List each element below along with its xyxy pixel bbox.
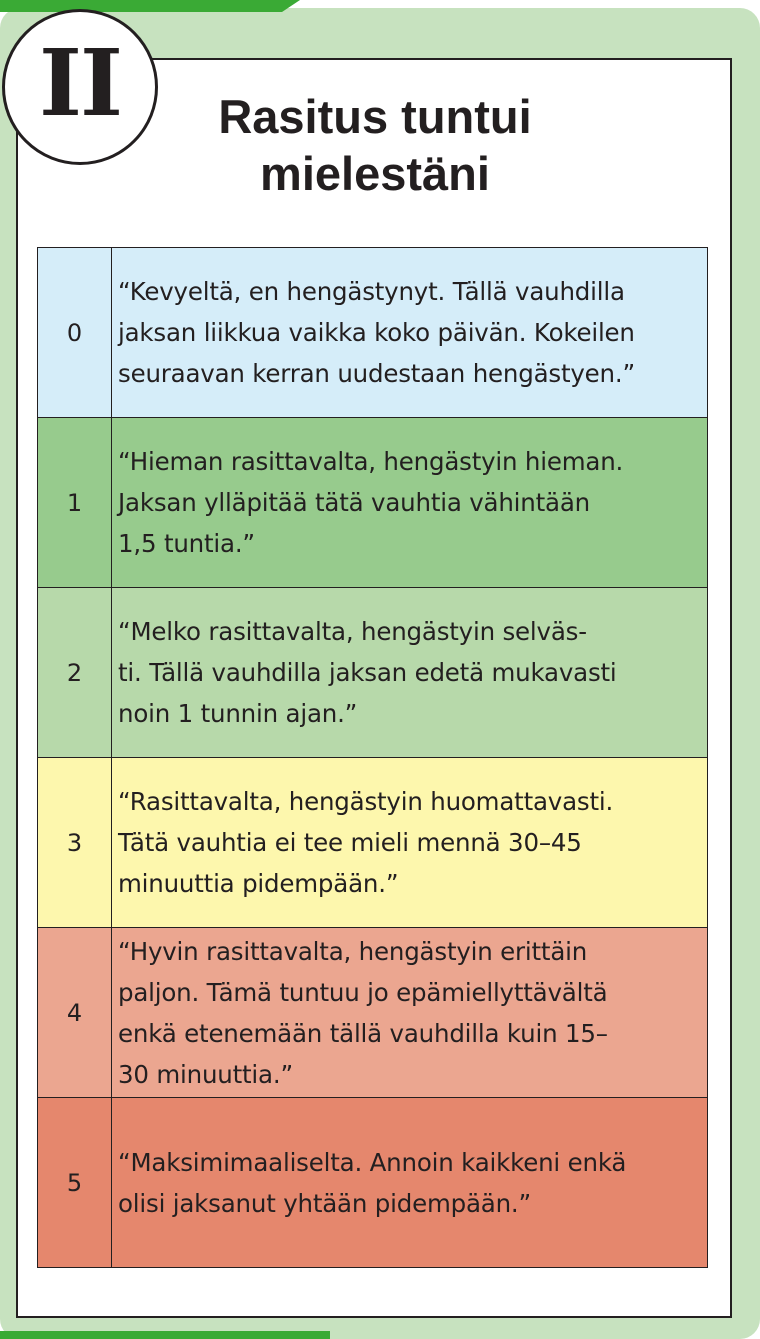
scale-description <box>112 758 708 928</box>
section-badge <box>2 9 158 165</box>
scale-level: 2 <box>38 588 112 758</box>
description-line: Jaksan ylläpitää tätä vauhtia vähintään <box>118 488 590 517</box>
description-line: “Melko rasittavalta, hengästyin selväs- <box>118 617 587 646</box>
description-line: minuuttia pidempään.” <box>118 869 399 898</box>
scale-description <box>112 1098 708 1268</box>
scale-row-2 <box>38 588 708 758</box>
scale-level: 3 <box>38 758 112 928</box>
title-line-2: mielestäni <box>260 147 490 200</box>
bottom-accent-strip <box>0 1331 330 1339</box>
title-line-1: Rasitus tuntui <box>218 90 532 143</box>
scale-row-3 <box>38 758 708 928</box>
description-line: paljon. Tämä tuntuu jo epämiellyttävältä <box>118 977 608 1007</box>
description-line: enkä etenemään tällä vauhdilla kuin 15– <box>118 1018 608 1048</box>
scale-description <box>112 248 708 418</box>
scale-row-5 <box>38 1098 708 1268</box>
exertion-scale-table <box>37 247 708 1268</box>
description-line: 30 minuuttia.” <box>118 1059 293 1089</box>
description-line: “Hyvin rasittavalta, hengästyin erittäin <box>118 936 588 966</box>
scale-row-1 <box>38 418 708 588</box>
page-title <box>170 88 580 202</box>
description-line: “Hieman rasittavalta, hengästyin hieman. <box>118 447 624 476</box>
description-line: “Rasittavalta, hengästyin huomattavasti. <box>118 787 614 816</box>
scale-row-0 <box>38 248 708 418</box>
description-line: jaksan liikkua vaikka koko päivän. Kokeilen <box>118 318 635 347</box>
top-accent-strip <box>0 0 300 12</box>
description-line: noin 1 tunnin ajan.” <box>118 699 358 728</box>
description-line: seuraavan kerran uudestaan hengästyen.” <box>118 359 635 388</box>
scale-description <box>112 588 708 758</box>
description-line: “Maksimimaaliselta. Annoin kaikkeni enkä <box>118 1147 627 1177</box>
scale-level: 0 <box>38 248 112 418</box>
scale-level: 5 <box>38 1098 112 1268</box>
scale-description <box>112 928 708 1098</box>
section-numeral: II <box>38 29 122 137</box>
description-line: 1,5 tuntia.” <box>118 529 255 558</box>
scale-level: 1 <box>38 418 112 588</box>
scale-level: 4 <box>38 928 112 1098</box>
description-line: Tätä vauhtia ei tee mieli mennä 30–45 <box>118 828 582 857</box>
scale-description <box>112 418 708 588</box>
description-line: “Kevyeltä, en hengästynyt. Tällä vauhdilla <box>118 277 625 306</box>
description-line: olisi jaksanut yhtään pidempään.” <box>118 1188 532 1218</box>
scale-row-4 <box>38 928 708 1098</box>
description-line: ti. Tällä vauhdilla jaksan edetä mukavasti <box>118 658 617 687</box>
